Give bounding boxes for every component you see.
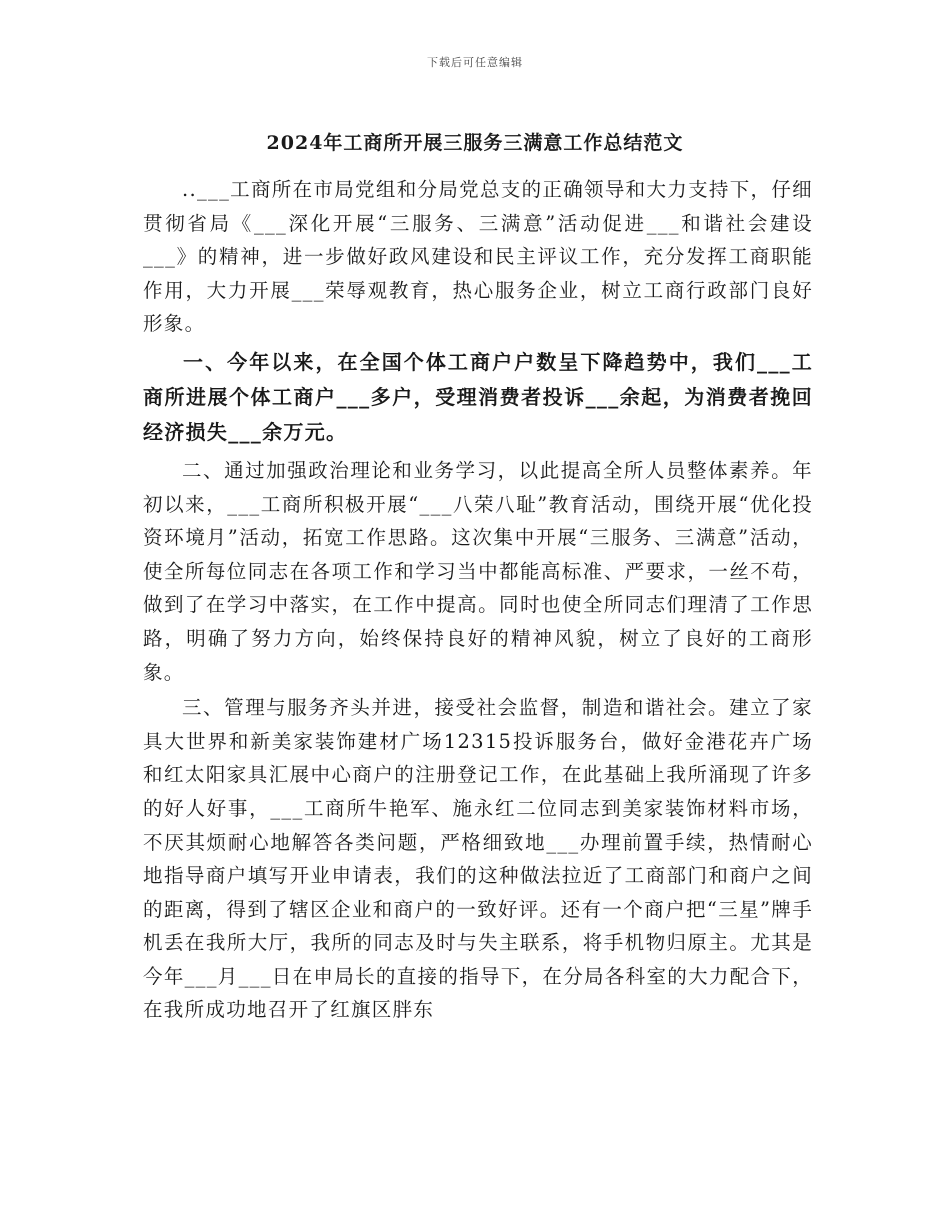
document-body bbox=[143, 173, 813, 1029]
paragraph-section-2: 二、通过加强政治理论和业务学习，以此提高全所人员整体素养。年初以来，___工商所积极开展“___八荣八耻”教育活动，围绕开展“优化投资环境月”活动，拓宽工作思路。这次集中开展“三服务、三满意”活动，使全所每位同志在各项工作和学习当中都能高标准、严要求，一丝不苟，做到了在学习中落实，在工作中提高。同时也使全所同志们理清了工作思路，明确了努力方向，始终保持良好的精神风貌，树立了良好的工商形象。 bbox=[143, 458, 813, 684]
paragraph-section-3: 三、管理与服务齐头并进，接受社会监督，制造和谐社会。建立了家具大世界和新美家装饰建材广场12315投诉服务台，做好金港花卉广场和红太阳家具汇展中心商户的注册登记工作，在此基础上我所涌现了许多的好人好事，___工商所牛艳军、施永红二位同志到美家装饰材料市场，不厌其烦耐心地解答各类问题，严格细致地___办理前置手续，热情耐心地指导商户填写开业申请表，我们的这种做法拉近了工商部门和商户之间的距离，得到了辖区企业和商户的一致好评。还有一个商户把“三星”牌手机丢在我所大厅，我所的同志及时与失主联系，将手机物归原主。尤其是今年___月___日在申局长的直接的指导下，在分局各科室的大力配合下，在我所成功地召开了红旗区胖东 bbox=[143, 696, 813, 1022]
page-header-note: 下载后可任意编辑 bbox=[427, 56, 523, 69]
document-title: 2024年工商所开展三服务三满意工作总结范文 bbox=[266, 132, 684, 154]
paragraph-intro: ..___工商所在市局党组和分局党总支的正确领导和大力支持下，仔细贯彻省局《___深化开展“三服务、三满意”活动促进___和谐社会建设___》的精神，进一步做好政风建设和民主评议工作，充分发挥工商职能作用，大力开展___荣辱观教育，热心服务企业，树立工商行政部门良好形象。 bbox=[143, 178, 813, 336]
paragraph-section-1: 一、今年以来，在全国个体工商户户数呈下降趋势中，我们___工商所进展个体工商户___多户，受理消费者投诉___余起，为消费者挽回经济损失___余万元。 bbox=[143, 349, 813, 444]
